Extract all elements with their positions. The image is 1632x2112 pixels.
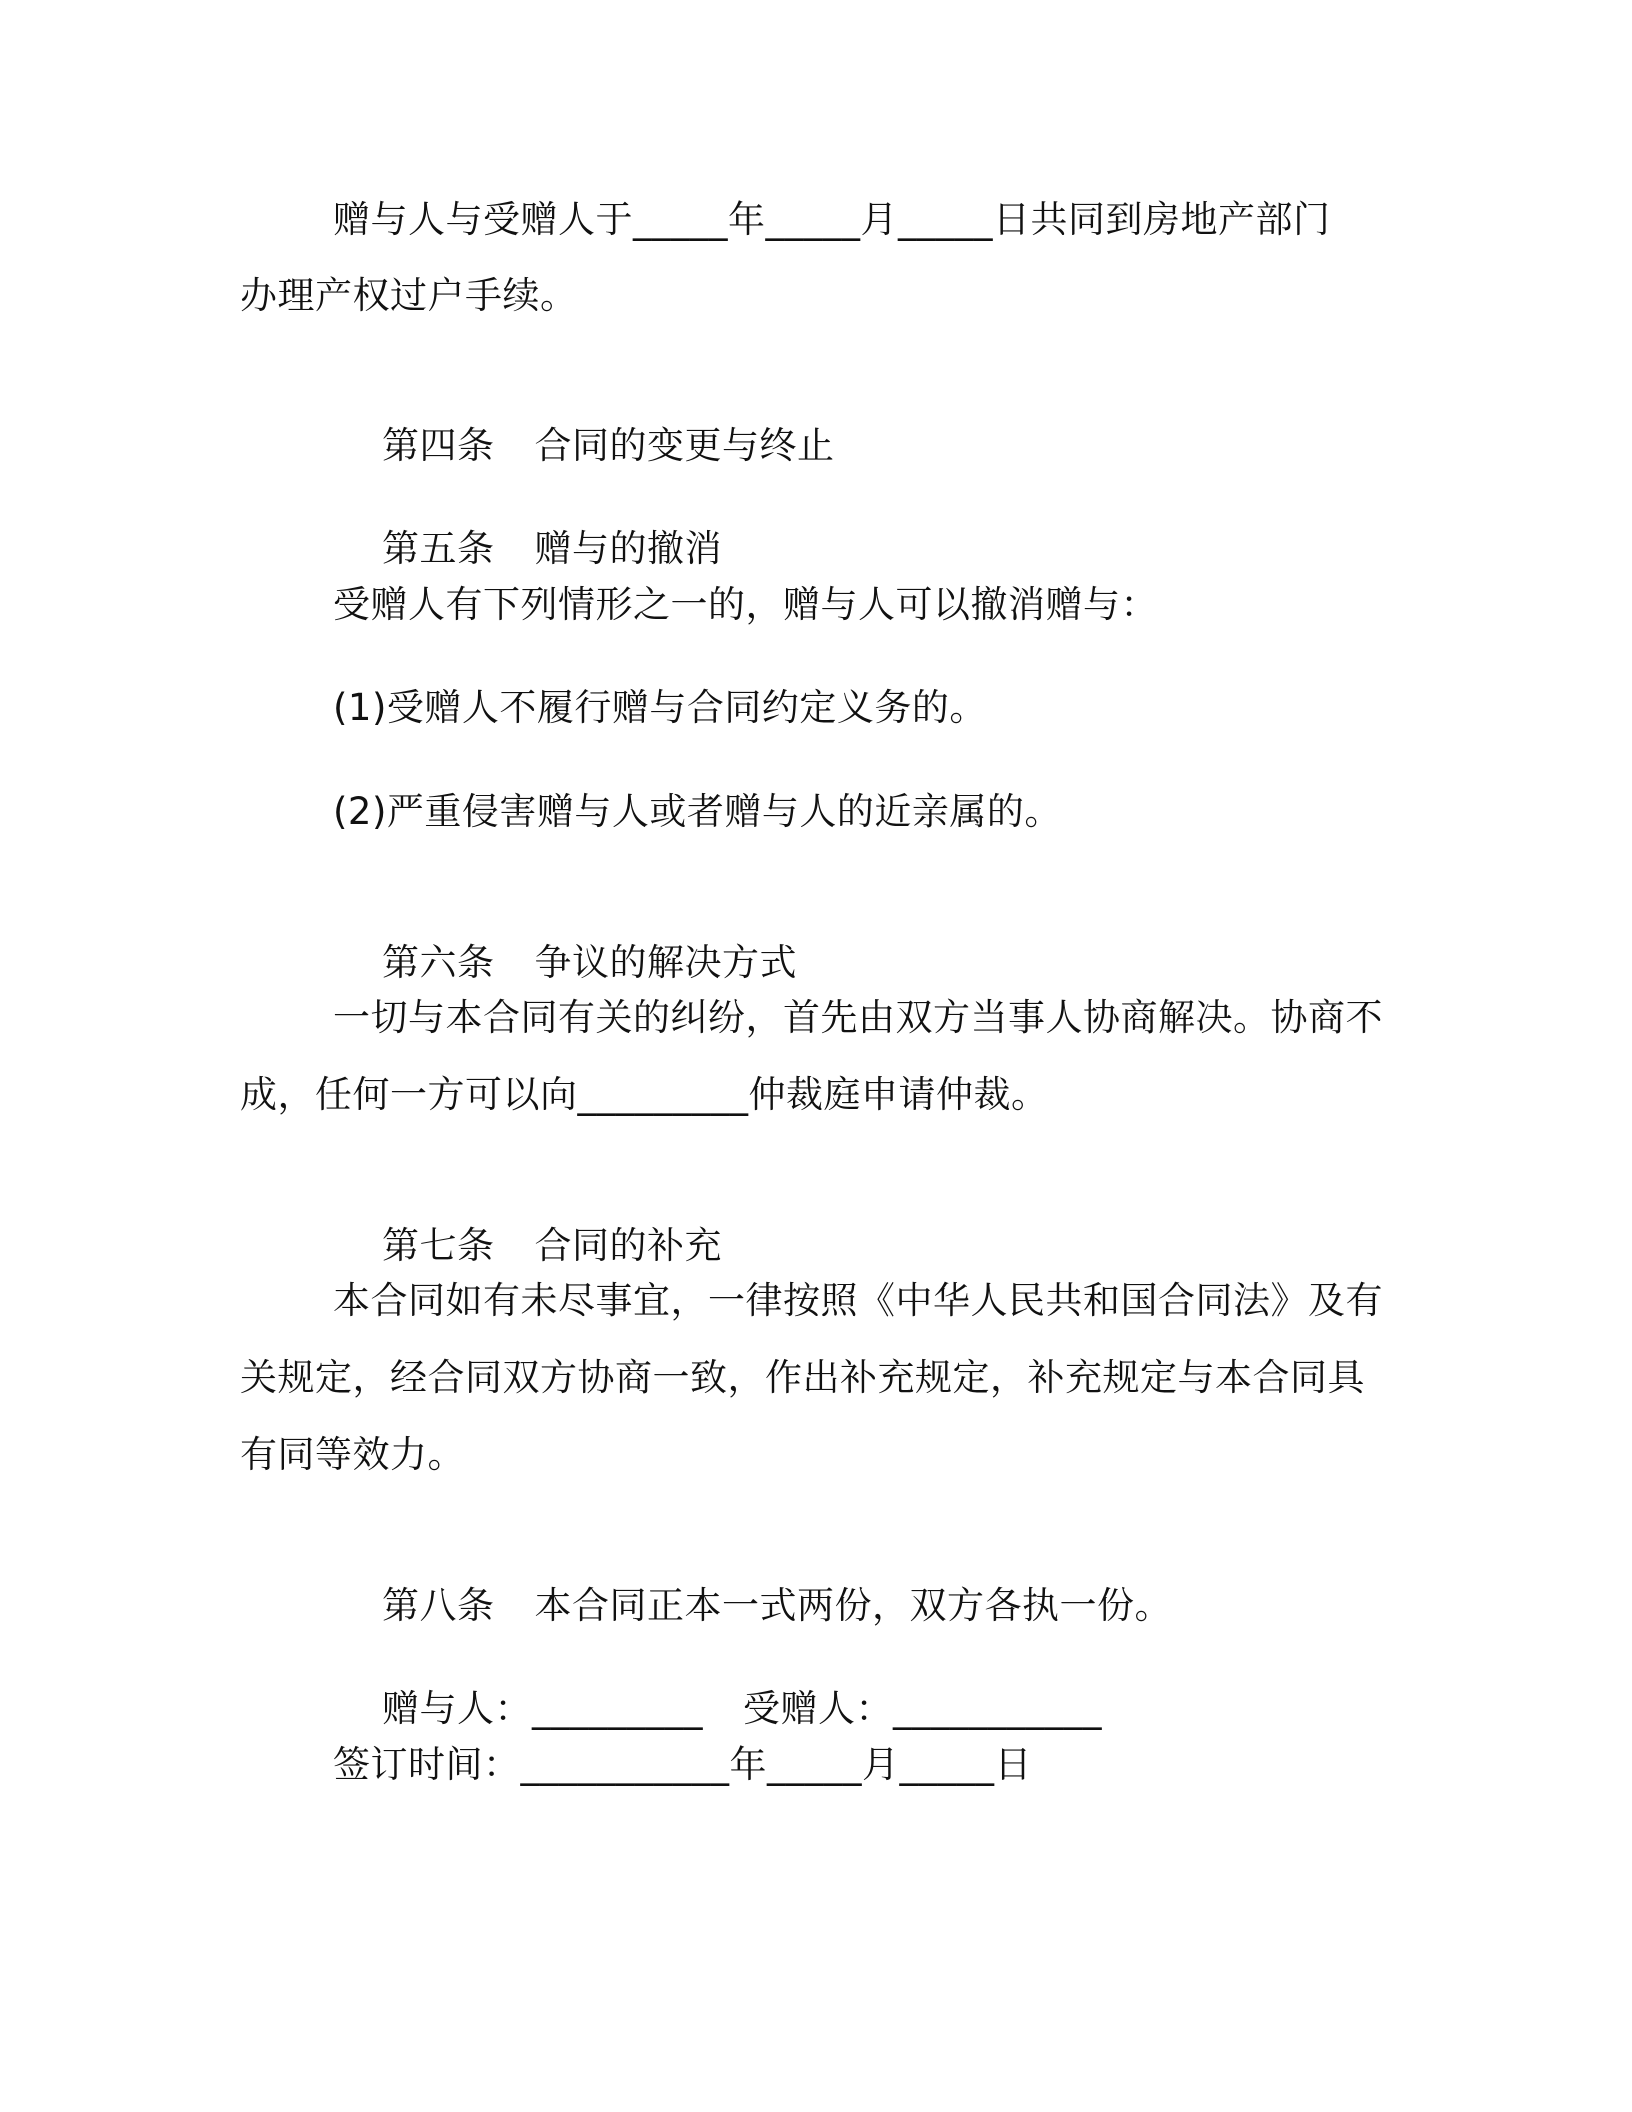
dispute-line-2: 成，任何一方可以向_________仲裁庭申请仲裁。 xyxy=(240,1073,1049,1116)
article-8-number: 第八条 xyxy=(382,1584,495,1627)
transfer-line-1: 赠与人与受赠人于_____年_____月_____日共同到房地产部门 xyxy=(333,198,1331,241)
supplement-line-2: 关规定，经合同双方协商一致，作出补充规定，补充规定与本合同具 xyxy=(240,1356,1365,1399)
article-7-number: 第七条 xyxy=(382,1224,495,1267)
article-5-title: 赠与的撤消 xyxy=(534,527,723,570)
article-5-number: 第五条 xyxy=(382,527,495,570)
donee-signature-label: 受赠人：___________ xyxy=(743,1687,1103,1730)
article-8-title: 本合同正本一式两份，双方各执一份。 xyxy=(534,1584,1173,1627)
article-4-title: 合同的变更与终止 xyxy=(534,424,835,467)
signing-time: 签订时间：___________年_____月_____日 xyxy=(333,1743,1032,1786)
dispute-line-1: 一切与本合同有关的纠纷，首先由双方当事人协商解决。协商不 xyxy=(333,996,1383,1039)
supplement-line-3: 有同等效力。 xyxy=(240,1433,465,1476)
revoke-item-2: (2)严重侵害赠与人或者赠与人的近亲属的。 xyxy=(333,790,1062,833)
donor-signature-label: 赠与人：_________ xyxy=(382,1687,704,1730)
transfer-line-2: 办理产权过户手续。 xyxy=(240,274,578,317)
supplement-line-1: 本合同如有未尽事宜，一律按照《中华人民共和国合同法》及有 xyxy=(333,1279,1383,1322)
revoke-intro: 受赠人有下列情形之一的，赠与人可以撤消赠与： xyxy=(333,583,1158,626)
revoke-item-1: (1)受赠人不履行赠与合同约定义务的。 xyxy=(333,686,987,729)
article-6-title: 争议的解决方式 xyxy=(534,941,798,984)
article-6-number: 第六条 xyxy=(382,941,495,984)
article-7-title: 合同的补充 xyxy=(534,1224,723,1267)
article-4-number: 第四条 xyxy=(382,424,495,467)
